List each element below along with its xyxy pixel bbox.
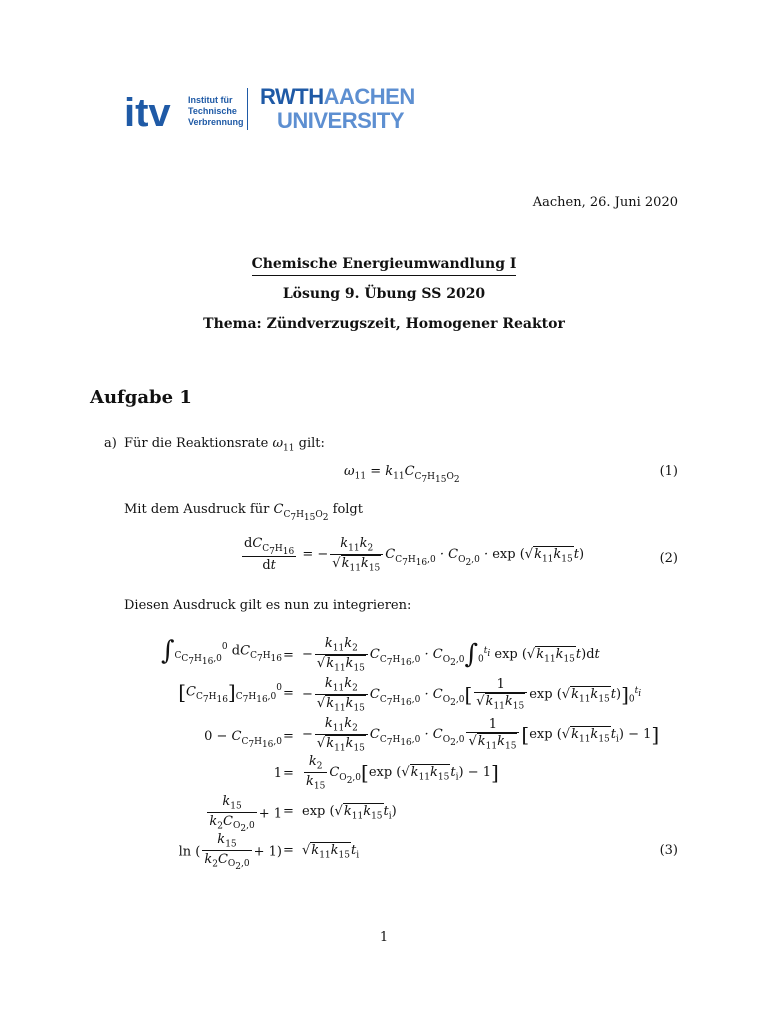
integration-row-2-lhs: $[C_{C_7H_{16}}]_{C_7H_{16},0}^0$ [178,680,282,705]
integration-row-1-eq: = [283,648,294,663]
integration-row-5-eq: = [283,804,294,819]
equation-1: $\omega_{11} = k_{11}C_{C_7H_{15}O_2}$ [344,464,460,485]
integration-row-5-lhs: $\frac{k_{15}}{k_2C_{O_2,0}}$ + 1 [209,794,282,834]
integration-row-2-eq: = [283,686,294,701]
integration-row-3-lhs: $0 - C_{C_7H_{16},0}$ [204,729,282,750]
integration-row-3-rhs: − $\frac{k_{11}k_2}{√k_{11}k_{15}}$ $C_{C_7H_{16},0} \cdot C_{O_2,0}$ $\frac{1}{√k_{11}k_{15}}$ [exp $(√k_{11}k_{15}t_i) - 1$] [302,716,660,754]
mit-dem-text: Mit dem Ausdruck für $C_{C_7H_{15}O_2}$ folgt [124,502,363,523]
sheet-title: Lösung 9. Übung SS 2020 [282,286,486,302]
rwth-logo-university: UNIVERSITY [277,108,405,133]
equation-2: $\frac{dC_{C_7H_{16}}}{dt}$ = − $\frac{k_{11}k_2}{√k_{11}k_{15}}$ $C_{C_7H_{16},0} \cdot C_{O_2,0} \cdot \exp (√k_{11}k_{15}t)$ [244,536,585,574]
integration-row-4-eq: = [283,766,294,781]
itv-logo-subtitle: Institut für Technische Verbrennung [188,95,244,127]
integration-row-1-lhs: $\int_{C_{C_7H_{16},0}}^0$ $dC_{C_7H_{16}}$ [160,636,282,667]
itv-logo-letters: itv [124,92,171,132]
integration-row-1-rhs: − $\frac{k_{11}k_2}{√k_{11}k_{15}}$ $C_{C_7H_{16},0} \cdot C_{O_2,0}\int_0^{t_i}$ $\exp (√k_{11}k_{15}t)dt$ [302,636,600,674]
date: Aachen, 26. Juni 2020 [532,195,678,210]
equation-number-1: (1) [659,464,678,479]
integration-row-3-eq: = [283,729,294,744]
topic-title: Thema: Zündverzugszeit, Homogener Reaktor [203,316,565,332]
diesen-text: Diesen Ausdruck gilt es nun zu integrieren: [124,598,412,613]
integration-row-6-rhs: $√k_{11}k_{15}t_i$ [302,843,360,861]
equation-number-3: (3) [659,843,678,858]
item-label: a) [104,436,117,451]
integration-row-4-lhs: 1 [273,766,282,781]
integration-row-4-rhs: $\frac{k_2}{k_{15}}$ $C_{O_2,0}[\exp$ $(√k_{11}k_{15}t_i) - 1$] [306,754,499,792]
itv-logo [124,92,184,132]
integration-row-6-eq: = [283,843,294,858]
logo-divider [247,88,248,130]
page-number: 1 [379,930,389,945]
integration-row-2-rhs: − $\frac{k_{11}k_2}{√k_{11}k_{15}}$ $C_{C_7H_{16},0} \cdot C_{O_2,0}$[ $\frac{1}{√k_{11}k_{15}}$ $\exp (√k_{11}k_{15}t)]_0^{t_i}$ [302,676,642,714]
intro-text: Für die Reaktionsrate $\omega_{11}$ gilt: [124,436,325,454]
course-title: Chemische Energieumwandlung I [0,256,768,272]
integration-row-6-lhs: ln ( $\frac{k_{15}}{k_2C_{O_2,0}}$ + 1) [178,832,282,872]
equation-number-2: (2) [659,551,678,566]
rwth-logo: RWTHAACHEN [260,84,415,109]
section-heading: Aufgabe 1 [90,387,192,408]
integration-row-5-rhs: $\exp (√k_{11}k_{15}t_i)$ [302,804,397,822]
